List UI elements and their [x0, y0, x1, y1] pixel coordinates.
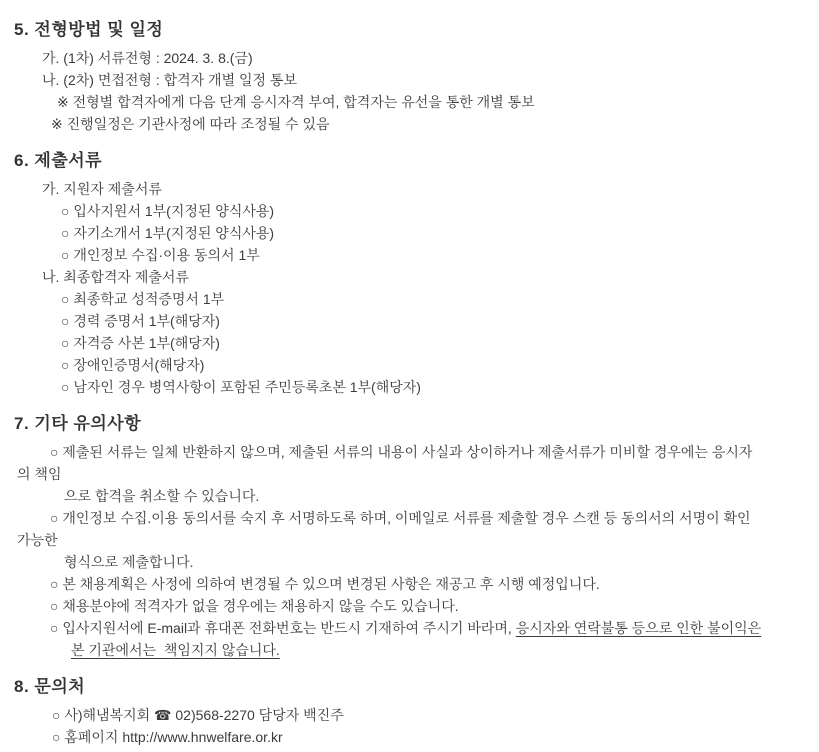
section-heading: 8. 문의처 [14, 677, 86, 696]
text-line [14, 288, 813, 310]
text-line [14, 332, 813, 354]
text-segment: 가. 지원자 제출서류 [42, 181, 162, 197]
text-line [14, 178, 813, 200]
text-segment: ○ 제출된 서류는 일체 반환하지 않으며, 제출된 서류의 내용이 사실과 상이하거나 제출서류가 미비할 경우에는 응시자 [50, 444, 753, 460]
text-line [14, 200, 813, 222]
text-segment: ○ 경력 증명서 1부(해당자) [61, 313, 220, 329]
text-line [14, 726, 813, 748]
text-segment: ○ 홈페이지 http://www.hnwelfare.or.kr [52, 729, 283, 745]
text-line [14, 441, 813, 463]
text-line [14, 463, 813, 485]
text-line [14, 507, 813, 529]
text-segment: ○ 장애인증명서(해당자) [61, 357, 205, 373]
text-line [14, 595, 813, 617]
text-line [14, 244, 813, 266]
section-selection-method-schedule [14, 17, 813, 135]
section-heading: 7. 기타 유의사항 [14, 414, 142, 433]
text-segment: 나. (2차) 면접전형 : 합격자 개별 일정 통보 [42, 72, 297, 88]
text-segment: 가. (1차) 서류전형 : 2024. 3. 8.(금) [42, 50, 253, 66]
text-segment: 본 기관에서는 책임지지 않습니다. [71, 642, 280, 658]
text-line [14, 529, 813, 551]
text-line [14, 354, 813, 376]
text-segment: ○ 본 채용계획은 사정에 의하여 변경될 수 있으며 변경된 사항은 재공고 후 시행 예정입니다. [50, 576, 600, 592]
text-line [14, 617, 813, 639]
text-segment: 형식으로 제출합니다. [64, 554, 194, 570]
text-segment: ○ 입사지원서 1부(지정된 양식사용) [61, 203, 275, 219]
text-segment: ○ 자격증 사본 1부(해당자) [61, 335, 220, 351]
text-line [14, 485, 813, 507]
section-heading: 6. 제출서류 [14, 151, 103, 170]
text-line [14, 222, 813, 244]
text-segment: ○ 남자인 경우 병역사항이 포함된 주민등록초본 1부(해당자) [61, 379, 421, 395]
text-segment: ○ 개인정보 수집.이용 동의서를 숙지 후 서명하도록 하며, 이메일로 서류를 제출할 경우 스캔 등 동의서의 서명이 확인 [50, 510, 751, 526]
document-sections [14, 17, 813, 748]
text-segment: ○ 채용분야에 적격자가 없을 경우에는 채용하지 않을 수도 있습니다. [50, 598, 459, 614]
section-contact [14, 674, 813, 748]
text-segment: ○ 자기소개서 1부(지정된 양식사용) [61, 225, 275, 241]
text-segment: 응시자와 연락불통 등으로 인한 불이익은 [515, 620, 762, 636]
text-line [14, 47, 813, 69]
text-line [14, 113, 813, 135]
text-line [14, 69, 813, 91]
text-segment: ○ 입사지원서에 E-mail과 휴대폰 전화번호는 반드시 기재하여 주시기 바라며, [50, 620, 516, 636]
text-segment: ○ 개인정보 수집·이용 동의서 1부 [61, 247, 260, 263]
text-segment: ※ 전형별 합격자에게 다음 단계 응시자격 부여, 합격자는 유선을 통한 개별 통보 [57, 94, 535, 110]
text-line [14, 704, 813, 726]
text-segment: 의 책임 [17, 466, 62, 482]
text-segment: 나. 최종합격자 제출서류 [42, 269, 189, 285]
text-segment: 으로 합격을 취소할 수 있습니다. [64, 488, 260, 504]
phone-icon: ☎ [154, 707, 172, 723]
section-submission-documents [14, 148, 813, 398]
text-line [14, 266, 813, 288]
text-segment: ※ 진행일정은 기관사정에 따라 조정될 수 있음 [51, 116, 330, 132]
section-other-notes [14, 411, 813, 661]
text-line [14, 376, 813, 398]
section-heading: 5. 전형방법 및 일정 [14, 20, 164, 39]
text-segment: ○ 사)해냄복지회 [52, 707, 155, 723]
text-line [14, 91, 813, 113]
text-line [14, 310, 813, 332]
text-line [14, 639, 813, 661]
text-segment: 02)568-2270 담당자 백진주 [171, 707, 344, 723]
text-segment: 가능한 [17, 532, 58, 548]
text-line [14, 551, 813, 573]
text-line [14, 573, 813, 595]
text-segment: ○ 최종학교 성적증명서 1부 [61, 291, 225, 307]
